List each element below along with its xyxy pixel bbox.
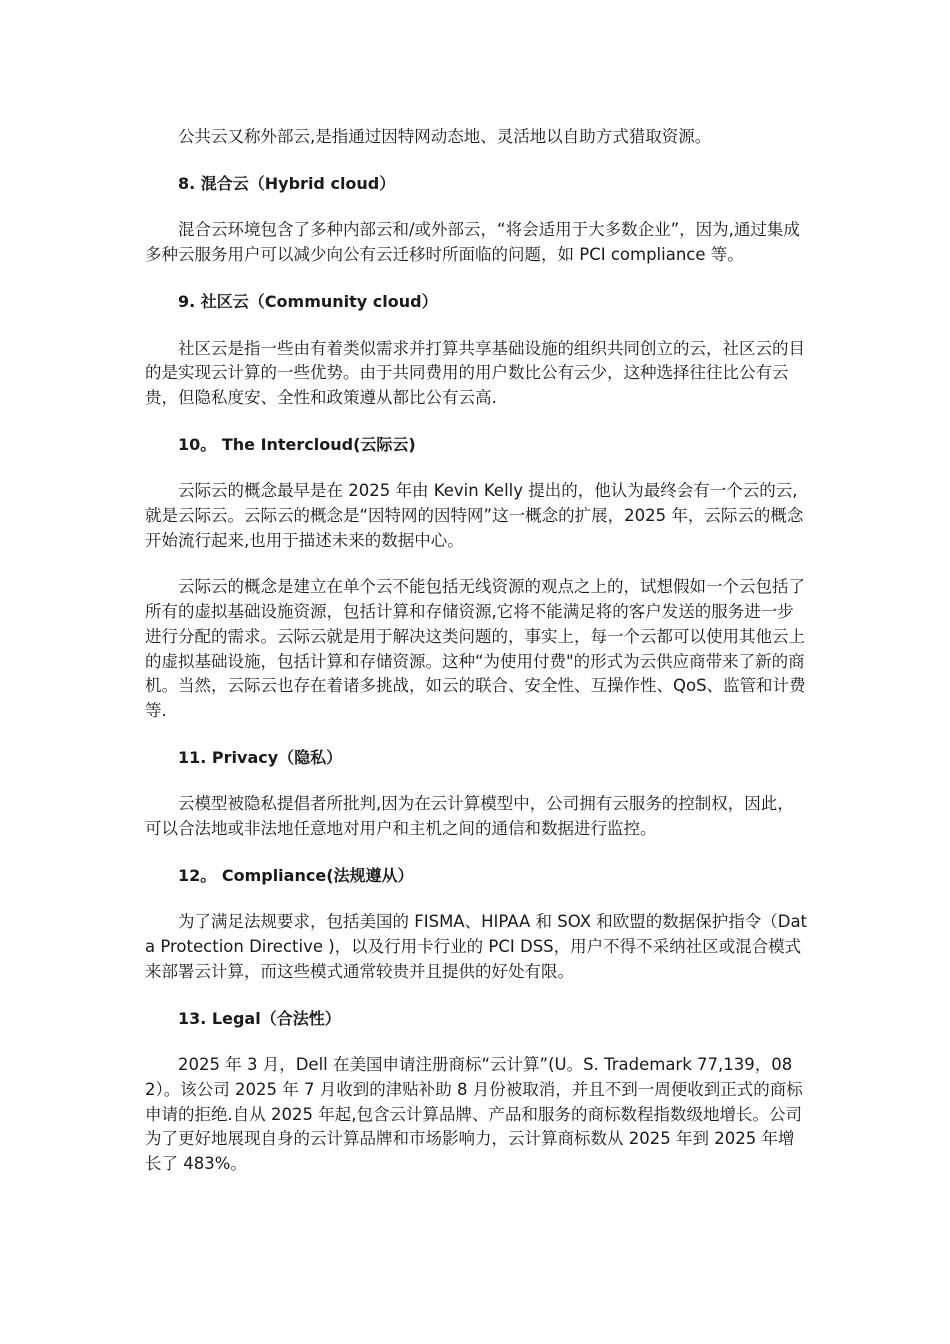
section-10-paragraph-1: 云际云的概念最早是在 2025 年由 Kevin Kelly 提出的，他认为最终会有一个云的云,就是云际云。云际云的概念是“因特网的因特网”这一概念的扩展，2025 年，云际云的概念开始流行起来,也用于描述未来的数据中心。 [145, 481, 804, 550]
section-11-heading: 11. Privacy（隐私） [178, 747, 343, 767]
section-10-paragraph-2: 云际云的概念是建立在单个云不能包括无线资源的观点之上的，试想假如一个云包括了所有的虚拟基础设施资源，包括计算和存储资源,它将不能满足将的客户发送的服务进一步进行分配的需求。云际云就是用于解决这类问题的，事实上，每一个云都可以使用其他云上的虚拟基础设施，包括计算和存储资源。这种“为使用付费"的形式为云供应商带来了新的商机。当然，云际云也存在着诸多挑战，如云的联合、安全性、互操作性、QoS、监管和计费等. [145, 577, 806, 720]
section-9-paragraph: 社区云是指一些由有着类似需求并打算共享基础设施的组织共同创立的云，社区云的目的是实现云计算的一些优势。由于共同费用的用户数比公有云少，这种选择往往比公有云贵，但隐私度安、全性和政策遵从都比公有云高. [145, 338, 805, 407]
section-10-heading: 10。 The Intercloud(云际云) [178, 434, 416, 454]
section-13-paragraph: 2025 年 3 月，Dell 在美国申请注册商标“云计算”(U。S. Trademark 77,139，082）。该公司 2025 年 7 月收到的津贴补助 8 月份被取消，并且不到一周便收到正式的商标申请的拒绝.自从 2025 年起,包含云计算品牌、产品和服务的商标数程指数级地增长。公司为了更好地展现自身的云计算品牌和市场影响力，云计算商标数从 2025 年到 2025 年增长了 483%。 [145, 1055, 803, 1174]
section-11-paragraph: 云模型被隐私提倡者所批判,因为在云计算模型中，公司拥有云服务的控制权，因此，可以合法地或非法地任意地对用户和主机之间的通信和数据进行监控。 [145, 794, 794, 839]
section-12-heading: 12。 Compliance(法规遵从） [178, 865, 414, 885]
section-13-heading: 13. Legal（合法性） [178, 1008, 341, 1028]
document-body [145, 125, 810, 1177]
section-12-paragraph: 为了满足法规要求，包括美国的 FISMA、HIPAA 和 SOX 和欧盟的数据保护指令（Data Protection Directive )，以及行用卡行业的 PCI DSS，用户不得不采纳社区或混合模式来部署云计算，而这些模式通常较贵并且提供的好处有限。 [145, 912, 808, 981]
section-9-heading: 9. 社区云（Community cloud） [178, 291, 438, 311]
intro-paragraph: 公共云又称外部云,是指通过因特网动态地、灵活地以自助方式猎取资源。 [178, 127, 712, 146]
section-8-paragraph: 混合云环境包含了多种内部云和/或外部云，“将会适用于大多数企业”，因为,通过集成多种云服务用户可以减少向公有云迁移时所面临的问题，如 PCI compliance 等。 [145, 220, 800, 265]
section-8-heading: 8. 混合云（Hybrid cloud） [178, 173, 396, 193]
